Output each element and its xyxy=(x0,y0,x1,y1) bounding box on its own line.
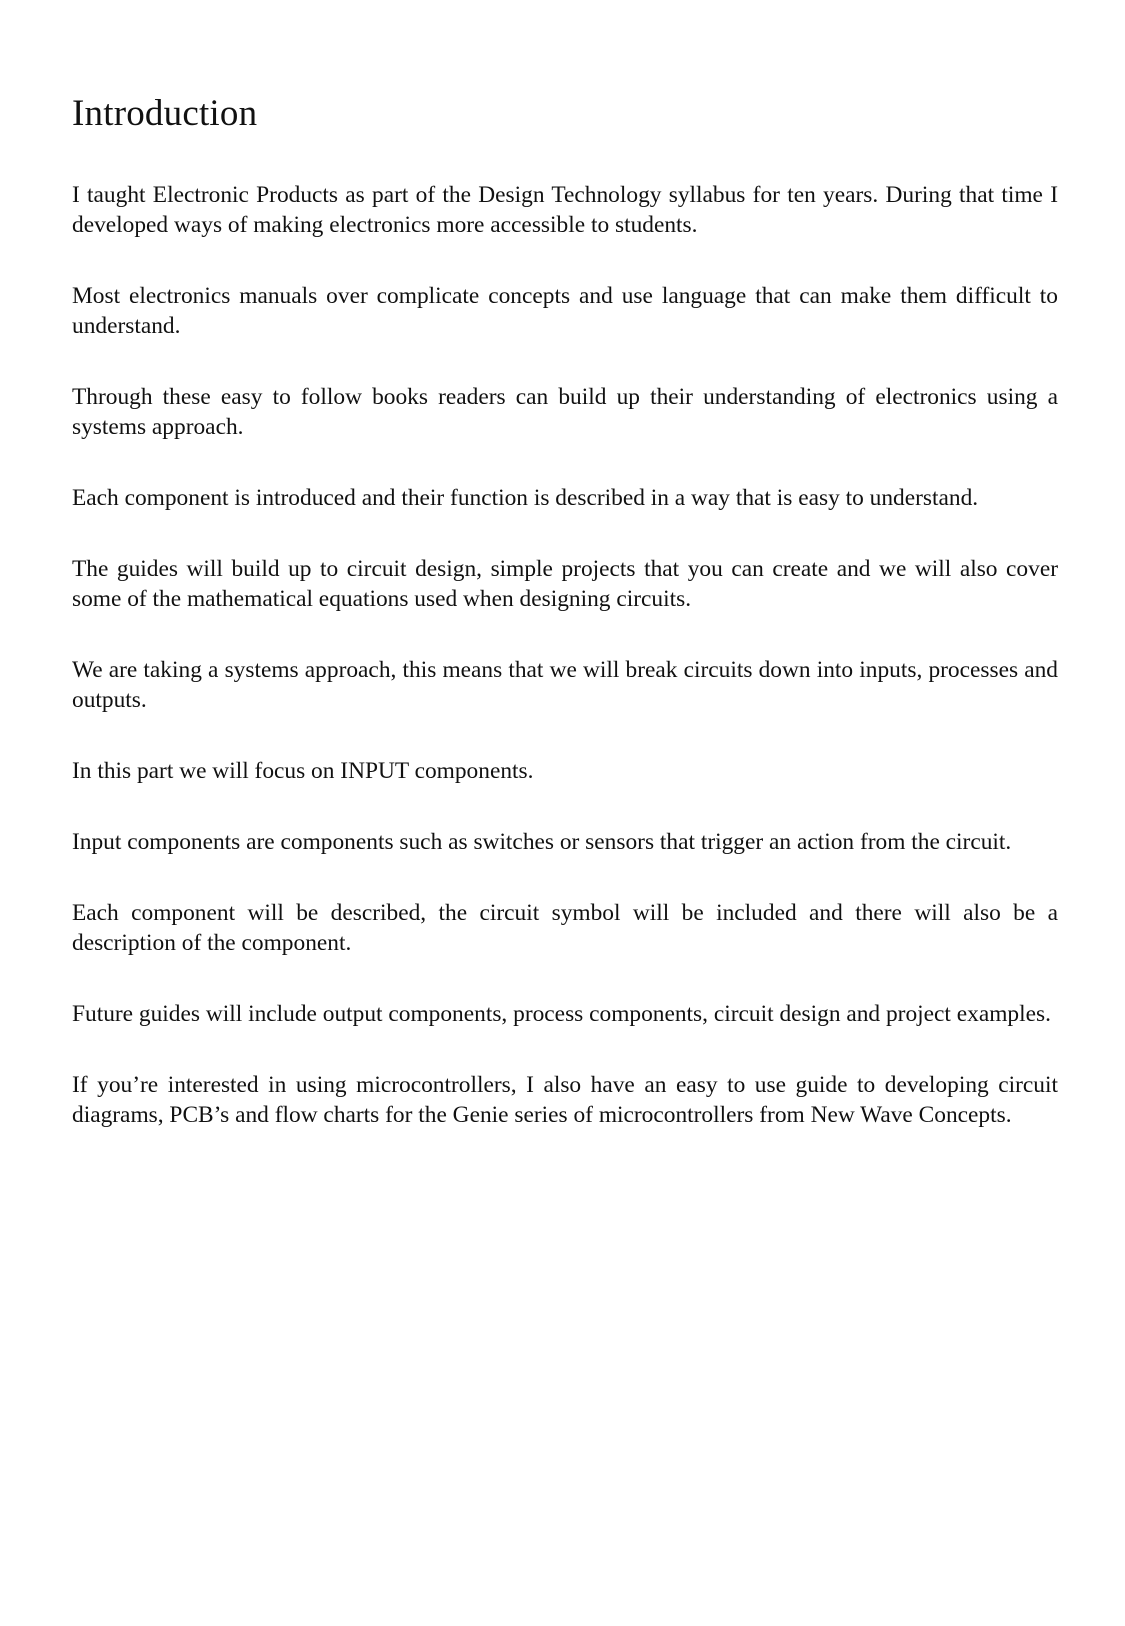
paragraph-10: Future guides will include output components, process components, circuit design and project examples. xyxy=(72,1001,1051,1028)
paragraph-7: In this part we will focus on INPUT components. xyxy=(72,758,534,785)
page-title: Introduction xyxy=(72,93,258,134)
paragraph-3: Through these easy to follow books readers can build up their understanding of electronics using a systems approach. xyxy=(72,384,1058,441)
paragraph-11: If you’re interested in using microcontrollers, I also have an easy to use guide to developing circuit diagrams, PCB’s and flow charts for the Genie series of microcontrollers from New Wave Concepts. xyxy=(72,1072,1058,1129)
document-page xyxy=(72,92,1058,1171)
paragraph-2: Most electronics manuals over complicate concepts and use language that can make them difficult to understand. xyxy=(72,283,1058,340)
paragraph-9: Each component will be described, the circuit symbol will be included and there will also be a description of the component. xyxy=(72,900,1058,957)
paragraph-1: I taught Electronic Products as part of the Design Technology syllabus for ten years. During that time I developed ways of making electronics more accessible to students. xyxy=(72,182,1058,239)
paragraph-5: The guides will build up to circuit design, simple projects that you can create and we will also cover some of the mathematical equations used when designing circuits. xyxy=(72,556,1058,613)
paragraph-8: Input components are components such as switches or sensors that trigger an action from the circuit. xyxy=(72,829,1012,856)
paragraph-6: We are taking a systems approach, this means that we will break circuits down into inputs, processes and outputs. xyxy=(72,657,1058,714)
paragraph-4: Each component is introduced and their function is described in a way that is easy to understand. xyxy=(72,485,979,512)
